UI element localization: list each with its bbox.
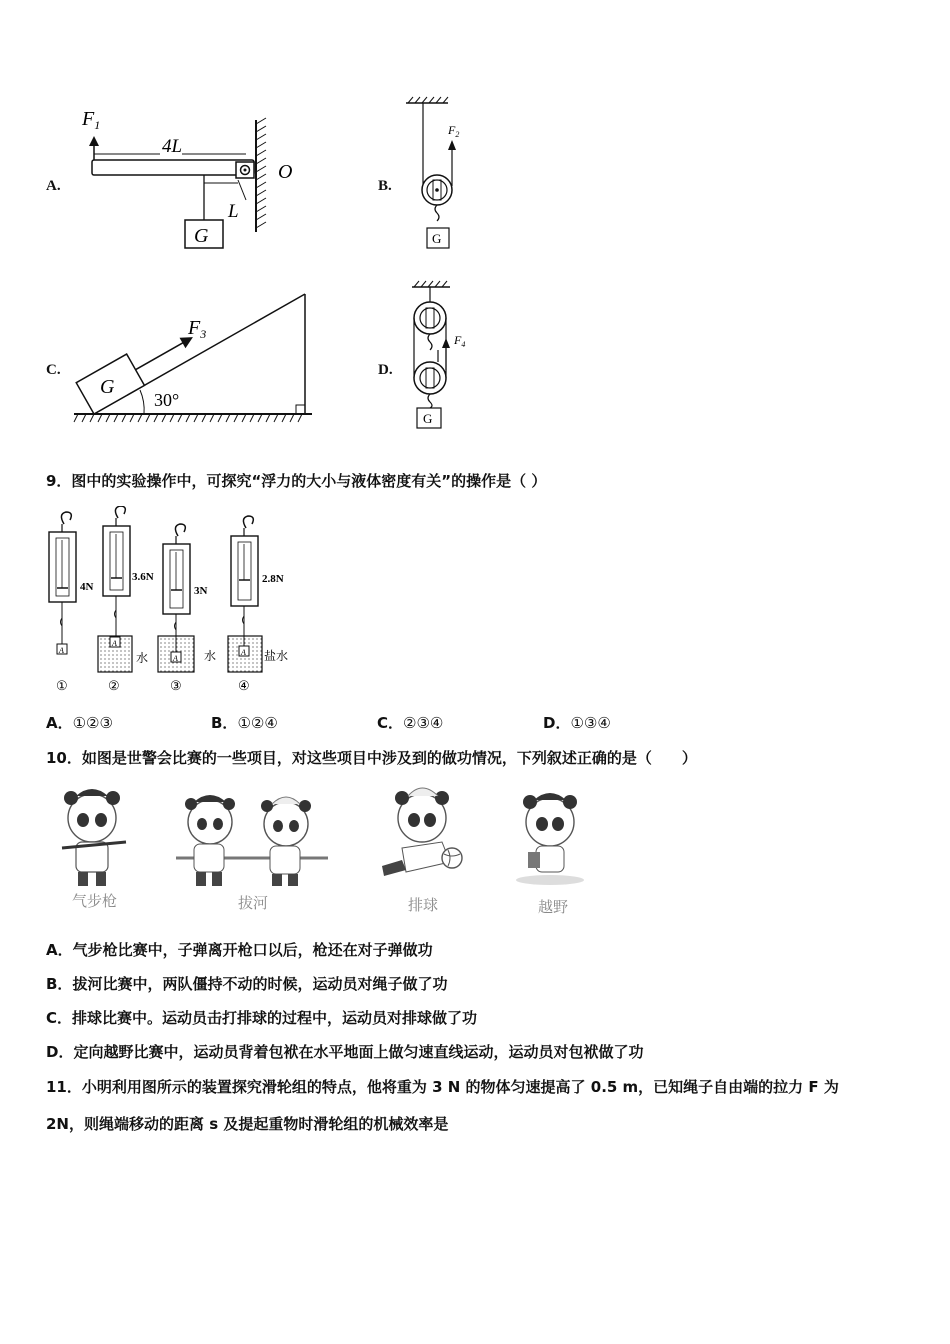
block-letter-1: A xyxy=(59,646,64,655)
incline-diagram xyxy=(70,290,320,430)
caption-volleyball: 排球 xyxy=(408,898,439,914)
q9-choice-b[interactable]: B．①②④ xyxy=(211,714,278,732)
step-label-4: ④ xyxy=(238,678,250,693)
scale-3 xyxy=(158,524,194,672)
scale-1 xyxy=(49,512,76,655)
spring-scale-experiment xyxy=(40,506,300,696)
liquid-3: 水 xyxy=(204,649,217,663)
q9-choice-c[interactable]: C．②③④ xyxy=(377,714,444,732)
panda-orienteering xyxy=(516,793,584,885)
q10-choice-b[interactable]: B．拔河比赛中，两队僵持不动的时候，运动员对绳子做了功 xyxy=(46,975,448,993)
block-letter-2: A xyxy=(112,639,117,648)
length-l-label: L xyxy=(228,201,239,222)
weight-g-label-d: G xyxy=(423,411,433,426)
scale-2 xyxy=(98,506,132,672)
option-d-label: D. xyxy=(378,362,393,378)
q9-choice-d[interactable]: D．①③④ xyxy=(543,714,611,732)
step-label-3: ③ xyxy=(170,678,182,693)
reading-1: 4N xyxy=(80,581,94,593)
reading-3: 3N xyxy=(194,585,208,597)
lever-diagram xyxy=(70,100,310,260)
pivot-o-label: O xyxy=(278,161,293,183)
block-letter-3: A xyxy=(173,654,178,663)
caption-air-rifle: 气步枪 xyxy=(72,894,118,910)
reading-4: 2.8N xyxy=(262,573,284,585)
pulley-block-diagram xyxy=(400,278,490,434)
reading-2: 3.6N xyxy=(132,571,154,583)
option-b-label: B. xyxy=(378,178,392,194)
q9-question: 9．图中的实验操作中，可探究“浮力的大小与液体密度有关”的操作是（ ） xyxy=(46,472,547,490)
q10-choice-c[interactable]: C．排球比赛中。运动员击打排球的过程中，运动员对排球做了功 xyxy=(46,1009,478,1027)
q10-choice-d[interactable]: D．定向越野比赛中，运动员背着包袱在水平地面上做匀速直线运动，运动员对包袱做了功 xyxy=(46,1043,644,1061)
q9-choice-a[interactable]: A．①②③ xyxy=(46,714,113,732)
movable-pulley-diagram xyxy=(400,94,490,254)
force-f2-label: $F_2$ xyxy=(448,123,460,139)
block-letter-4: A xyxy=(241,648,246,657)
panda-tug-of-war xyxy=(176,795,328,886)
caption-tug-of-war: 拔河 xyxy=(238,896,269,912)
scale-4 xyxy=(228,516,262,672)
sports-illustration xyxy=(52,782,612,918)
angle-label: 30° xyxy=(154,390,180,410)
panda-volleyball xyxy=(382,788,462,876)
weight-g-label-b: G xyxy=(432,231,442,246)
liquid-2: 水 xyxy=(136,651,149,665)
weight-g-label-c: G xyxy=(100,376,115,398)
panda-air-rifle xyxy=(62,789,126,886)
q10-question: 10．如图是世警会比赛的一些项目，对这些项目中涉及到的做功情况，下列叙述正确的是（ ） xyxy=(46,749,697,767)
force-f1-label: $F_1$ xyxy=(82,108,101,132)
length-4l-label: 4L xyxy=(162,136,183,157)
force-f4-label: $F_4$ xyxy=(454,333,466,349)
liquid-4: 盐水 xyxy=(264,649,289,663)
step-label-2: ② xyxy=(108,678,120,693)
q10-choice-a[interactable]: A．气步枪比赛中，子弹离开枪口以后，枪还在对子弹做功 xyxy=(46,941,433,959)
q11-question-line2: 2N，则绳端移动的距离 s 及提起重物时滑轮组的机械效率是 xyxy=(46,1115,449,1133)
caption-orienteering: 越野 xyxy=(538,900,569,916)
force-f3-label: $F_3$ xyxy=(188,317,207,341)
step-label-1: ① xyxy=(56,678,68,693)
q11-question-line1: 11．小明利用图所示的装置探究滑轮组的特点，他将重为 3 N 的物体匀速提高了 0.5 m，已知绳子自由端的拉力 F 为 xyxy=(46,1078,839,1096)
weight-g-label: G xyxy=(194,225,209,247)
option-a-label: A. xyxy=(46,178,61,194)
option-c-label: C. xyxy=(46,362,61,378)
